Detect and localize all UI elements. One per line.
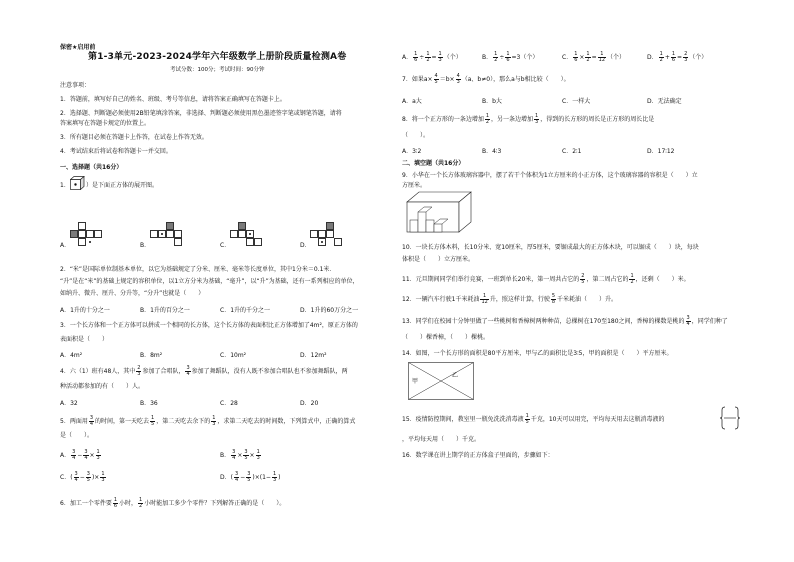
notes-heading: 注意事项： <box>60 82 91 89</box>
q15-fraction-blank-box[interactable] <box>720 406 740 430</box>
section-choice-heading: 一、选择题（共16分） <box>60 164 123 171</box>
q5-line2: 是（ ）。 <box>60 432 94 439</box>
note-item-3: 3．所有题目必须在答题卡上作答，在试卷上作答无效。 <box>60 134 208 141</box>
q7-text-c: （a、b≠0），那么a与b相比较（ ）。 <box>461 76 570 83</box>
q6-stem <box>60 498 285 509</box>
q7-stem <box>402 74 570 85</box>
q8-fraction-1: $\frac{1}{2}$ <box>485 113 490 125</box>
q2-option-c[interactable]: C．1升的千分之一 <box>220 307 271 314</box>
q5-text-c: ，第二天吃去余下的 <box>156 418 211 425</box>
q3-option-d[interactable]: D．12m² <box>300 352 327 359</box>
exam-info: 考试分数：100分；考试时间：90分钟 <box>170 67 265 73</box>
q11-text-c: ，还剩（ ）米。 <box>635 276 690 283</box>
q2-option-b[interactable]: B．1升的百分之一 <box>140 307 190 314</box>
q6-option-d[interactable]: D． $\frac{1}{2}$ + $\frac{1}{6}$ = $\frac{2}{3}$ （个） <box>647 51 708 63</box>
q12-text-a: 12．一辆汽车行驶1千米耗油 <box>402 296 480 303</box>
q5-fraction-2: $\frac{1}{5}$ <box>151 415 155 427</box>
q11-text-a: 11．元旦期间同学们举行竞赛，一班到单长20米，第一周共占它的 <box>402 276 580 283</box>
q15-text-b: 千克，10天可以用完，平均每天用去这瓶消毒液的 <box>530 416 665 423</box>
q12-stem <box>402 294 617 305</box>
q8-text-c: ，得到的长方形的周长是正方形的周长比是 <box>540 116 655 123</box>
q4-line1 <box>60 366 348 377</box>
q12-text-c: 千米耗油（ ）升。 <box>557 296 618 303</box>
section-fill-heading: 二、填空题（共16分） <box>402 160 465 167</box>
q1-option-c-label[interactable]: C． <box>220 242 231 249</box>
q15-line2: ，平均每天用（ ）千克。 <box>402 436 481 443</box>
note-item-2-line2: 答案填写在答题卡规定的位置上。 <box>60 120 151 127</box>
q10-line2: 体积是（ ）立方厘米。 <box>402 256 475 263</box>
q8-line1 <box>402 114 654 125</box>
q7-text-b: ＝b× <box>439 76 455 83</box>
q15-text-a: 15．疫情防控期间，教室里一瓶免洗洗消毒液 <box>402 416 524 423</box>
q6-fraction-1: $\frac{1}{6}$ <box>113 497 118 509</box>
q11-fraction-2: $\frac{1}{2}$ <box>630 273 634 285</box>
q14-stem: 14．如图，一个长方形的面积是80平方厘米，甲与乙的面积比是3∶5，甲的面积是（ ）平方厘米。 <box>402 350 673 357</box>
q3-option-a[interactable]: A．4m² <box>60 352 83 359</box>
q7-fraction-1: $\frac{4}{5}$ <box>434 73 438 85</box>
q4-option-b[interactable]: B．36 <box>140 400 158 407</box>
q8-option-a[interactable]: A．3∶2 <box>402 148 422 155</box>
q6-text-c: 小时能加工多少个零件？下列解答正确的是（ ）。 <box>144 500 286 507</box>
q11-fraction-1: $\frac{2}{5}$ <box>581 273 585 285</box>
q6-option-c[interactable]: C． $\frac{1}{6}$ × $\frac{1}{2}$ = $\frac{1}{12}$ （个） <box>562 51 626 63</box>
q3-option-c[interactable]: C．10m² <box>220 352 247 359</box>
q7-text-a: 7．如果a× <box>402 76 433 83</box>
q1-option-a-label[interactable]: A． <box>60 242 71 249</box>
q6-option-b[interactable]: B． $\frac{1}{2}$ ÷ $\frac{1}{6}$ =3（个） <box>482 51 539 63</box>
q7-option-c[interactable]: C．一样大 <box>562 98 591 105</box>
q13-line1 <box>402 316 728 327</box>
q10-line1: 10．一块长方体木料，长10分米、宽10厘米，厚5厘米，要锯成最大的正方体木块，可以锯成（ ）块，每块 <box>402 244 699 251</box>
note-item-2-line1: 2．选择题、判断题必须使用2B铅笔填涂答案，非选择、判断题必须使用黑色墨迹签字笔或钢笔答题，请将 <box>60 110 342 117</box>
cube-figure-icon <box>70 176 86 190</box>
q4-option-d[interactable]: D．20 <box>300 400 319 407</box>
q1-number: 1． <box>60 182 70 189</box>
q5-text-a: 5．两面用 <box>60 418 88 425</box>
q4-line2: 种活动都参加的有（ ）人。 <box>60 383 145 390</box>
q5-fraction-1: $\frac{3}{4}$ <box>89 415 94 427</box>
q4-text-a: 4．六（1）班有48人，其中 <box>60 368 136 375</box>
page-title: 第1-3单元-2023-2024学年六年级数学上册阶段质量检测A卷 <box>88 52 347 62</box>
q14-rectangle-figure <box>408 362 474 400</box>
confidential-label: 保密★启用前 <box>60 44 96 51</box>
q6-text-a: 6．加工一个零件要 <box>60 500 112 507</box>
q2-option-a[interactable]: A．1升的十分之一 <box>60 307 110 314</box>
q5-text-d: ，求第二天吃去的时间数，下列算式中，正确的算式 <box>217 418 356 425</box>
q13-line2: （ ）棵香樟，（ ）棵桃。 <box>402 334 490 341</box>
q6-fraction-2: $\frac{1}{2}$ <box>139 497 143 509</box>
q7-option-d[interactable]: D．无法确定 <box>647 98 682 105</box>
q8-line2: （ ）。 <box>402 132 430 139</box>
q4-option-c[interactable]: C．28 <box>220 400 238 407</box>
q6-option-a[interactable]: A． $\frac{1}{6}$ ÷ $\frac{1}{2}$ = $\frac{1}{3}$ （个） <box>402 51 462 63</box>
q8-text-b: ，另一条边增加 <box>491 116 534 123</box>
q2-line3: 如纳升、微升、厘升、分升等，“分升”也就是（ ） <box>60 290 205 297</box>
q3-option-b[interactable]: B．8m² <box>140 352 163 359</box>
q3-line2: 表面积是（ ） <box>60 336 109 343</box>
glass-container-figure <box>406 190 472 234</box>
note-item-4: 4．考试结束后将试卷和答题卡一并交回。 <box>60 148 172 155</box>
q8-text-a: 8．将一个正方形的一条边增加 <box>402 116 484 123</box>
q14-label-yi: 乙 <box>452 372 459 379</box>
q8-fraction-2: $\frac{1}{3}$ <box>535 113 539 125</box>
q8-option-b[interactable]: B．4∶3 <box>482 148 502 155</box>
q4-fraction-1: $\frac{2}{3}$ <box>137 365 141 377</box>
note-item-1: 1．答题前，填写好自己的姓名、班级、考号等信息，请将答案正确填写在答题卡上。 <box>60 96 286 103</box>
q2-line1: 2．“米”是国际单位制基本单位，以它为基础规定了分米、厘米、毫米等长度单位，其中1分米＝0.1米． <box>60 266 336 273</box>
q7-option-a[interactable]: A．a大 <box>402 98 422 105</box>
q7-fraction-2: $\frac{4}{3}$ <box>456 73 460 85</box>
q15-fraction-1: $\frac{1}{5}$ <box>525 413 529 425</box>
q4-fraction-2: $\frac{3}{4}$ <box>186 365 190 377</box>
q2-option-d[interactable]: D．1升的60万分之一 <box>300 307 359 314</box>
q5-option-d[interactable]: D．( $\frac{3}{4}$ − $\frac{3}{5}$ )×(1− $\frac{1}{3}$ ) <box>220 471 281 483</box>
q4-text-b: 参加了合唱队， <box>142 368 185 375</box>
q11-text-b: ，第二周占它的 <box>586 276 629 283</box>
q13-text-b: ，同学们种了 <box>691 318 728 325</box>
q5-fraction-3: $\frac{1}{3}$ <box>212 415 216 427</box>
q5-option-c[interactable]: C．( $\frac{3}{4}$ − $\frac{3}{5}$ )× $\frac{1}{3}$ <box>60 471 105 483</box>
q9-line1: 9．小华在一个长方体玻璃容器中，摆了若干个体积为1立方厘米的小正方体，这个玻璃容器的容积是（ ）立 <box>402 172 698 179</box>
q13-fraction-1: $\frac{3}{4}$ <box>686 315 690 327</box>
q6-text-b: 小时， <box>119 500 138 507</box>
q1-option-d-label[interactable]: D． <box>300 242 311 249</box>
q1-stem-tail: ）是下面正方体的展开图。 <box>86 182 159 189</box>
q5-text-b: 的时间，第一天吃去 <box>95 418 150 425</box>
q13-text-a: 13．同学们在校园十分钟里做了一些桃树和香樟树两种种苗，总棵树在170至180之间，香樟的棵数是桃的 <box>402 318 685 325</box>
q8-option-c[interactable]: C．2∶1 <box>562 148 582 155</box>
q7-option-b[interactable]: B．b大 <box>482 98 502 105</box>
q15-line1 <box>402 414 664 425</box>
q4-option-a[interactable]: A．32 <box>60 400 78 407</box>
q8-option-d[interactable]: D．17∶12 <box>647 148 675 155</box>
q12-fraction-2: $\frac{5}{8}$ <box>551 293 556 305</box>
q5-option-b[interactable]: B． $\frac{3}{4}$ × $\frac{3}{5}$ × $\frac{1}{3}$ <box>220 449 260 461</box>
q14-label-jia: 甲 <box>412 378 419 385</box>
q12-fraction-1: $\frac{1}{12}$ <box>481 293 488 305</box>
q4-text-c: 参加了舞蹈队，没有人既不参加合唱队也不参加舞蹈队，两 <box>191 368 348 375</box>
q5-line1 <box>60 416 355 427</box>
q5-option-a[interactable]: A． $\frac{3}{4}$ − $\frac{3}{4}$ × $\frac{1}{3}$ <box>60 449 100 461</box>
q2-line2: “升”是在“米”的基础上规定的容积单位，以1立方分米为基础，“毫升”，以“升”为基础，还有一系列相应的单位， <box>60 278 359 285</box>
q9-line2: 方厘米。 <box>402 182 427 189</box>
q1-option-b-label[interactable]: B． <box>140 242 151 249</box>
q12-text-b: 升，照这样计算，行驶 <box>489 296 550 303</box>
q16-stem: 16．数学课在讲上期学的正方体盒子里面的，步骤如下： <box>402 452 554 459</box>
q3-line1: 3．一个长方体和一个正方体可以拼成一个相同的长方体，这个长方体的表面积比正方体增加了4m²，原正方体的 <box>60 322 358 329</box>
q11-stem <box>402 274 690 285</box>
